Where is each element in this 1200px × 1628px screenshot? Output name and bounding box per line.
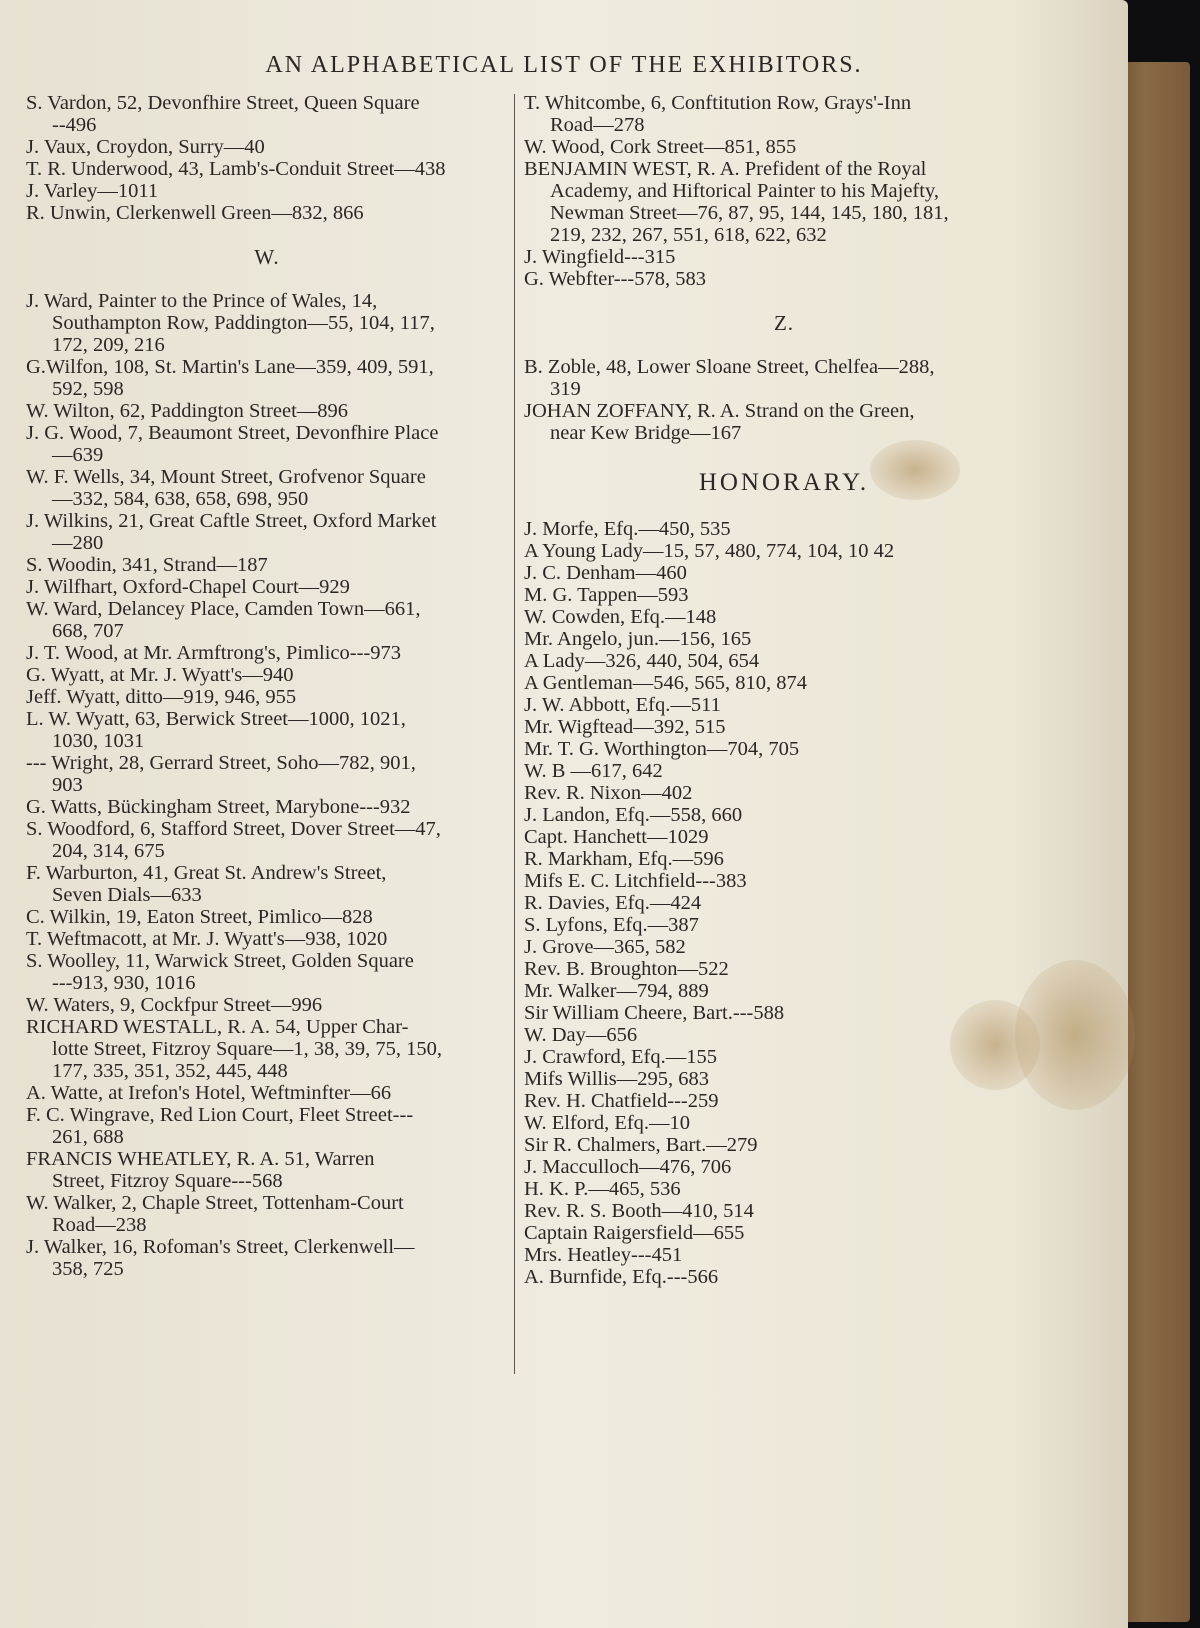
- entry-text: Rev. H. Chatfield---259: [524, 1090, 719, 1112]
- entry-text: S. Lyfons, Efq.—387: [524, 914, 699, 936]
- entry-text: RICHARD WESTALL, R. A. 54, Upper Char-: [26, 1016, 409, 1038]
- list-entry: [26, 1060, 508, 1082]
- list-entry: [524, 356, 1044, 400]
- entry-continuation: Academy, and Hiftorical Painter to his Majefty,: [550, 180, 939, 202]
- entry-text: L. W. Wyatt, 63, Berwick Street—1000, 1021,: [26, 708, 406, 730]
- list-entry: [26, 818, 508, 862]
- entry-continuation: Southampton Row, Paddington—55, 104, 117,: [52, 312, 435, 334]
- list-entry: [524, 1024, 1044, 1046]
- entry-text: Mr. Wigftead—392, 515: [524, 716, 726, 738]
- list-entry: [524, 1112, 1044, 1134]
- list-entry: [524, 870, 1044, 892]
- entry-text: F. Warburton, 41, Great St. Andrew's Street,: [26, 862, 387, 884]
- list-entry: [524, 1068, 1044, 1090]
- list-entry: [26, 1104, 508, 1148]
- entry-text: Rev. B. Broughton—522: [524, 958, 729, 980]
- section-heading-w: W.: [254, 245, 280, 269]
- entry-text: J. Walker, 16, Rofoman's Street, Clerkenwell—: [26, 1236, 415, 1258]
- entry-text: R. Unwin, Clerkenwell Green—832, 866: [26, 202, 364, 224]
- list-entry: [26, 928, 508, 950]
- list-entry: [26, 1016, 508, 1060]
- entry-text: J. Wingfield---315: [524, 246, 676, 268]
- list-entry: [26, 158, 508, 180]
- entry-text: W. Wilton, 62, Paddington Street—896: [26, 400, 349, 422]
- entry-text: J. Wilfhart, Oxford-Chapel Court—929: [26, 576, 350, 598]
- entry-continuation: —639: [52, 444, 104, 466]
- list-entry: [524, 158, 1044, 202]
- list-entry: [524, 1134, 1044, 1156]
- list-entry: [524, 628, 1044, 650]
- list-entry: [26, 466, 508, 510]
- entry-text: A Lady—326, 440, 504, 654: [524, 650, 760, 672]
- list-entry: [26, 1236, 508, 1280]
- list-entry: [524, 202, 1044, 224]
- entry-text: J. W. Abbott, Efq.—511: [524, 694, 721, 716]
- entry-text: J. Ward, Painter to the Prince of Wales, 14,: [26, 290, 378, 312]
- list-entry: [26, 422, 508, 466]
- entry-text: A. Burnfide, Efq.---566: [524, 1266, 719, 1288]
- entry-continuation: near Kew Bridge—167: [550, 422, 742, 444]
- entry-text: J. T. Wood, at Mr. Armftrong's, Pimlico---973: [26, 642, 402, 664]
- entry-text: W. B —617, 642: [524, 760, 663, 782]
- list-entry: [524, 958, 1044, 980]
- list-entry: [524, 1266, 1044, 1288]
- list-entry: [524, 980, 1044, 1002]
- list-entry: [26, 576, 508, 598]
- entry-text: G. Wyatt, at Mr. J. Wyatt's—940: [26, 664, 294, 686]
- entry-text: Rev. R. S. Booth—410, 514: [524, 1200, 754, 1222]
- list-entry: [524, 1222, 1044, 1244]
- list-entry: [26, 554, 508, 576]
- entry-text: J. Macculloch—476, 706: [524, 1156, 732, 1178]
- entry-continuation: 592, 598: [52, 378, 124, 400]
- entry-text: B. Zoble, 48, Lower Sloane Street, Chelfea—288,: [524, 356, 935, 378]
- entry-continuation: 177, 335, 351, 352, 445, 448: [52, 1060, 288, 1082]
- entry-text: J. Wilkins, 21, Great Caftle Street, Oxford Market: [26, 510, 437, 532]
- entry-text: W. Walker, 2, Chaple Street, Tottenham-Court: [26, 1192, 404, 1214]
- list-entry: [524, 716, 1044, 738]
- list-entry: [524, 1156, 1044, 1178]
- entry-text: W. Cowden, Efq.—148: [524, 606, 717, 628]
- entry-continuation: 261, 688: [52, 1126, 124, 1148]
- entry-text: G. Webfter---578, 583: [524, 268, 707, 290]
- entry-text: Rev. R. Nixon—402: [524, 782, 693, 804]
- right-column: [524, 92, 1044, 1288]
- entry-continuation: Newman Street—76, 87, 95, 144, 145, 180, 181,: [550, 202, 949, 224]
- entry-text: JOHAN ZOFFANY, R. A. Strand on the Green,: [524, 400, 915, 422]
- entry-text: G. Watts, Bückingham Street, Marybone---932: [26, 796, 411, 818]
- entry-text: S. Vardon, 52, Devonfhire Street, Queen Square: [26, 92, 420, 114]
- entry-continuation: 903: [52, 774, 83, 796]
- list-entry: [524, 650, 1044, 672]
- list-entry: [26, 202, 508, 224]
- list-entry: [26, 994, 508, 1016]
- section-z-entries: [524, 356, 1044, 444]
- list-entry: [524, 92, 1044, 136]
- list-entry: [26, 598, 508, 642]
- list-entry: [524, 738, 1044, 760]
- entry-text: Mr. Walker—794, 889: [524, 980, 709, 1002]
- entry-continuation: Street, Fitzroy Square---568: [52, 1170, 283, 1192]
- page-header: AN ALPHABETICAL LIST OF THE EXHIBITORS.: [265, 52, 863, 78]
- list-entry: [26, 862, 508, 906]
- entry-continuation: 668, 707: [52, 620, 124, 642]
- entry-continuation: --496: [52, 114, 97, 136]
- entry-continuation: 219, 232, 267, 551, 618, 622, 632: [550, 224, 827, 246]
- entry-text: W. Waters, 9, Cockfpur Street—996: [26, 994, 323, 1016]
- entry-continuation: lotte Street, Fitzroy Square—1, 38, 39, 75, 150,: [52, 1038, 443, 1060]
- entry-text: Mrs. Heatley---451: [524, 1244, 683, 1266]
- entry-text: R. Markham, Efq.—596: [524, 848, 724, 870]
- entry-text: Sir R. Chalmers, Bart.—279: [524, 1134, 758, 1156]
- list-entry: [26, 136, 508, 158]
- list-entry: [524, 224, 1044, 246]
- list-entry: [524, 1244, 1044, 1266]
- list-entry: [26, 356, 508, 400]
- entry-text: W. Ward, Delancey Place, Camden Town—661,: [26, 598, 421, 620]
- entry-text: J. Vaux, Croydon, Surry—40: [26, 136, 265, 158]
- entry-text: R. Davies, Efq.—424: [524, 892, 702, 914]
- list-entry: [26, 334, 508, 356]
- list-entry: [524, 936, 1044, 958]
- entry-continuation: 204, 314, 675: [52, 840, 165, 862]
- entry-text: J. Morfe, Efq.—450, 535: [524, 518, 731, 540]
- entry-text: M. G. Tappen—593: [524, 584, 689, 606]
- list-entry: [26, 708, 508, 752]
- entry-text: W. Wood, Cork Street—851, 855: [524, 136, 797, 158]
- entry-text: S. Woodford, 6, Stafford Street, Dover Street—47,: [26, 818, 441, 840]
- entry-text: W. Day—656: [524, 1024, 638, 1046]
- list-entry: [26, 92, 508, 136]
- list-entry: [524, 914, 1044, 936]
- entry-text: C. Wilkin, 19, Eaton Street, Pimlico—828: [26, 906, 373, 928]
- entry-continuation: 1030, 1031: [52, 730, 145, 752]
- list-entry: [26, 400, 508, 422]
- entry-text: H. K. P.—465, 536: [524, 1178, 681, 1200]
- list-entry: [26, 1192, 508, 1236]
- section-w-continued-entries: [524, 92, 1044, 290]
- entry-text: FRANCIS WHEATLEY, R. A. 51, Warren: [26, 1148, 375, 1170]
- honorary-entries: [524, 518, 1044, 1288]
- list-entry: [524, 826, 1044, 848]
- entry-text: W. F. Wells, 34, Mount Street, Grofvenor Square: [26, 466, 426, 488]
- list-entry: [524, 1090, 1044, 1112]
- list-entry: [524, 892, 1044, 914]
- list-entry: [524, 1178, 1044, 1200]
- section-heading-honorary: HONORARY.: [698, 469, 870, 496]
- entry-continuation: ---913, 930, 1016: [52, 972, 196, 994]
- entry-text: T. R. Underwood, 43, Lamb's-Conduit Street—438: [26, 158, 446, 180]
- entry-text: Mr. T. G. Worthington—704, 705: [524, 738, 800, 760]
- entry-text: J. Varley—1011: [26, 180, 159, 202]
- entry-continuation: 358, 725: [52, 1258, 124, 1280]
- section-w-entries: [26, 290, 508, 1280]
- entry-continuation: —280: [52, 532, 104, 554]
- entry-text: Mifs E. C. Litchfield---383: [524, 870, 747, 892]
- list-entry: [26, 180, 508, 202]
- entry-text: --- Wright, 28, Gerrard Street, Soho—782, 901,: [26, 752, 416, 774]
- list-entry: [524, 400, 1044, 444]
- entry-continuation: 319: [550, 378, 581, 400]
- list-entry: [524, 562, 1044, 584]
- list-entry: [524, 1200, 1044, 1222]
- section-v-entries: [26, 92, 508, 224]
- list-entry: [524, 268, 1044, 290]
- list-entry: [26, 510, 508, 554]
- list-entry: [524, 1046, 1044, 1068]
- list-entry: [524, 540, 1044, 562]
- section-heading-z: Z.: [773, 311, 795, 335]
- entry-text: A Young Lady—15, 57, 480, 774, 104, 10 42: [524, 540, 895, 562]
- list-entry: [26, 950, 508, 994]
- entry-continuation: —332, 584, 638, 658, 698, 950: [52, 488, 309, 510]
- entry-text: W. Elford, Efq.—10: [524, 1112, 691, 1134]
- list-entry: [26, 752, 508, 796]
- entry-text: S. Woodin, 341, Strand—187: [26, 554, 268, 576]
- entry-text: J. Landon, Efq.—558, 660: [524, 804, 743, 826]
- list-entry: [524, 672, 1044, 694]
- list-entry: [524, 518, 1044, 540]
- list-entry: [524, 1002, 1044, 1024]
- entry-text: J. Grove—365, 582: [524, 936, 686, 958]
- list-entry: [26, 906, 508, 928]
- list-entry: [26, 1148, 508, 1192]
- list-entry: [524, 782, 1044, 804]
- entry-text: A. Watte, at Irefon's Hotel, Weftminfter—66: [26, 1082, 392, 1104]
- list-entry: [524, 606, 1044, 628]
- entry-text: J. C. Denham—460: [524, 562, 687, 584]
- entry-continuation: Road—278: [550, 114, 645, 136]
- list-entry: [26, 1082, 508, 1104]
- list-entry: [524, 584, 1044, 606]
- entry-text: J. G. Wood, 7, Beaumont Street, Devonfhire Place: [26, 422, 439, 444]
- list-entry: [26, 664, 508, 686]
- entry-text: BENJAMIN WEST, R. A. Prefident of the Royal: [524, 158, 927, 180]
- column-divider: [514, 94, 515, 1374]
- list-entry: [26, 686, 508, 708]
- entry-continuation: 172, 209, 216: [52, 334, 165, 356]
- entry-text: Captain Raigersfield—655: [524, 1222, 745, 1244]
- left-column: [26, 92, 508, 1280]
- list-entry: [26, 290, 508, 334]
- entry-continuation: Road—238: [52, 1214, 147, 1236]
- entry-text: J. Crawford, Efq.—155: [524, 1046, 718, 1068]
- entry-text: G.Wilfon, 108, St. Martin's Lane—359, 409, 591,: [26, 356, 434, 378]
- list-entry: [26, 796, 508, 818]
- entry-text: A Gentleman—546, 565, 810, 874: [524, 672, 807, 694]
- entry-text: Jeff. Wyatt, ditto—919, 946, 955: [26, 686, 297, 708]
- entry-text: Mifs Willis—295, 683: [524, 1068, 710, 1090]
- entry-text: Capt. Hanchett—1029: [524, 826, 709, 848]
- entry-text: Mr. Angelo, jun.—156, 165: [524, 628, 752, 650]
- list-entry: [524, 804, 1044, 826]
- entry-text: S. Woolley, 11, Warwick Street, Golden Square: [26, 950, 414, 972]
- list-entry: [524, 246, 1044, 268]
- list-entry: [26, 642, 508, 664]
- list-entry: [524, 848, 1044, 870]
- list-entry: [524, 694, 1044, 716]
- list-entry: [524, 760, 1044, 782]
- entry-text: T. Whitcombe, 6, Conftitution Row, Grays'-Inn: [524, 92, 912, 114]
- entry-text: Sir William Cheere, Bart.---588: [524, 1002, 785, 1024]
- entry-continuation: Seven Dials—633: [52, 884, 202, 906]
- list-entry: [524, 136, 1044, 158]
- entry-text: F. C. Wingrave, Red Lion Court, Fleet Street---: [26, 1104, 414, 1126]
- entry-text: T. Weftmacott, at Mr. J. Wyatt's—938, 1020: [26, 928, 388, 950]
